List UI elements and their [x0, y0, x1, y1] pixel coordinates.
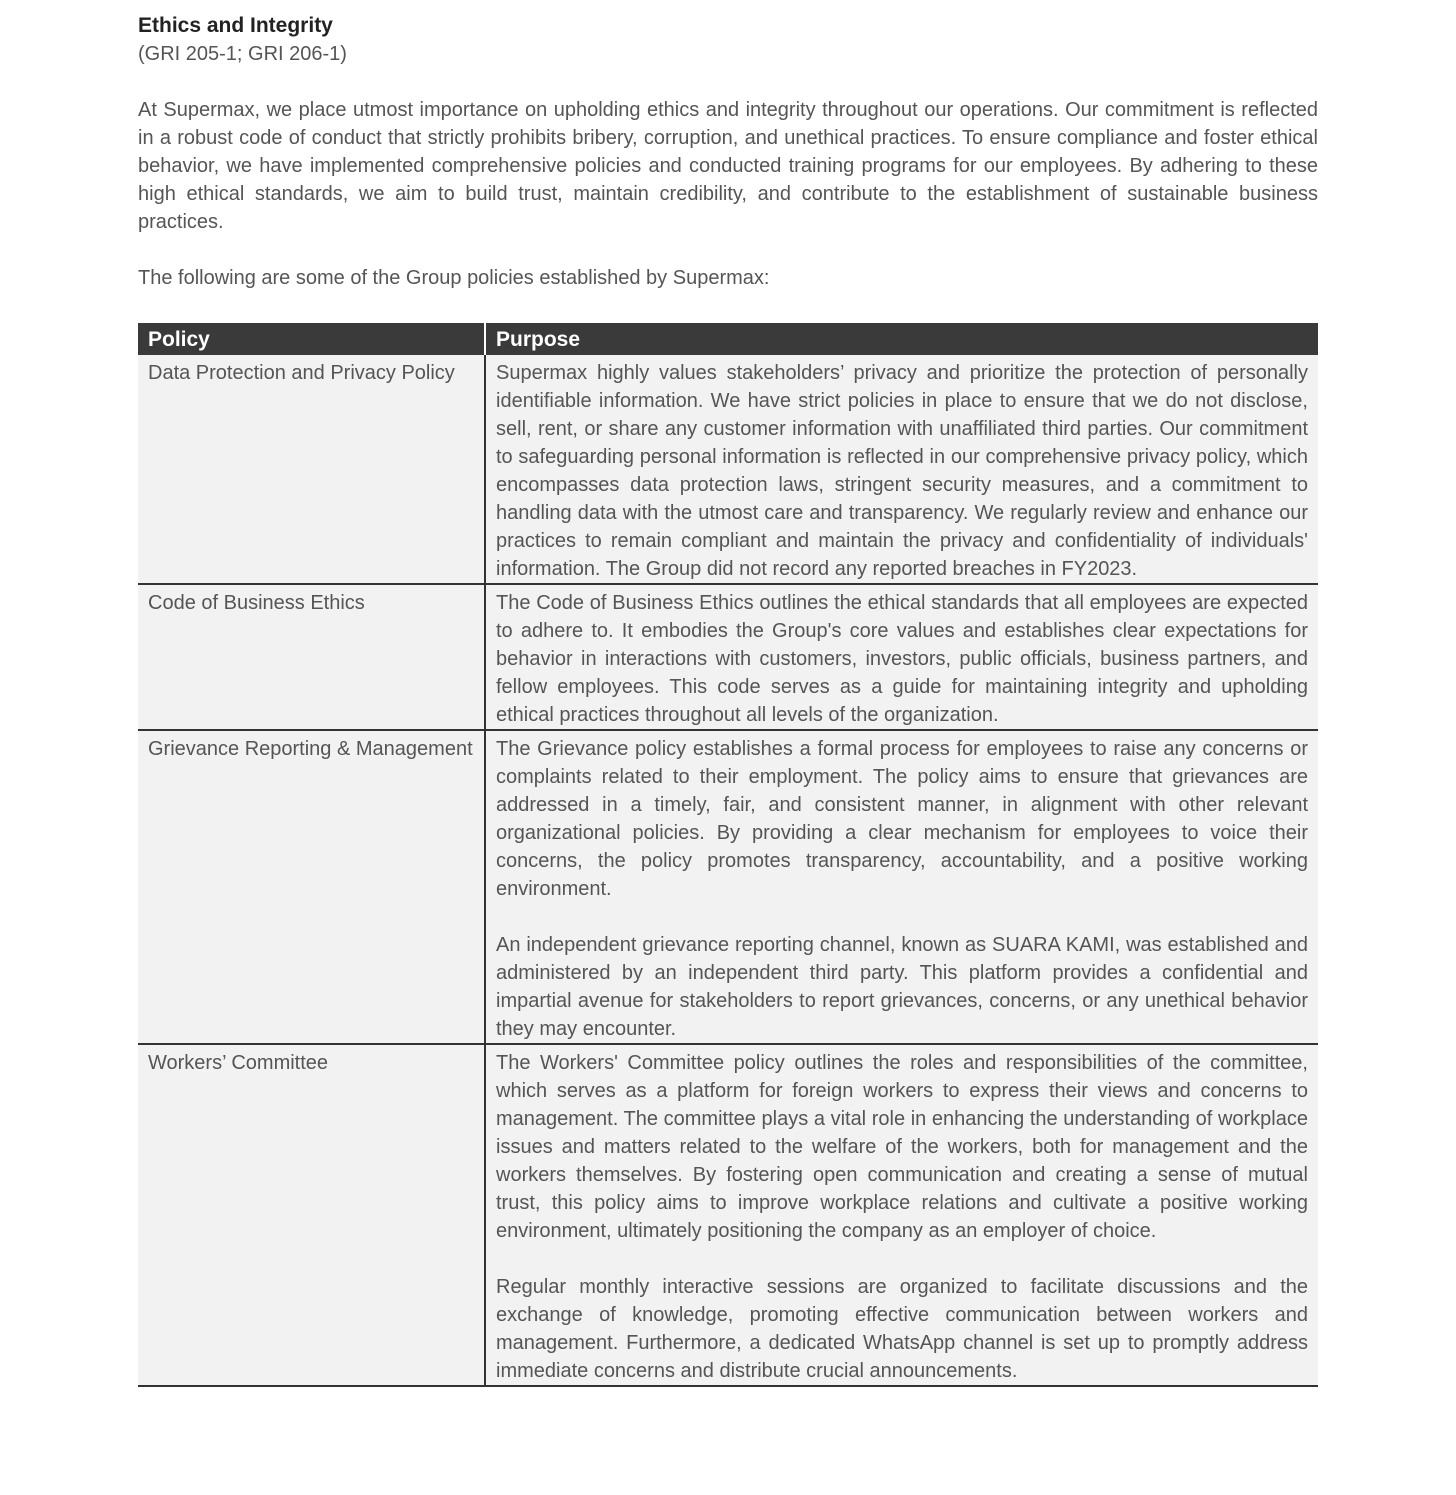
section-title: Ethics and Integrity [138, 14, 333, 37]
policies-table [138, 323, 1318, 1387]
policy-purpose [485, 355, 1318, 584]
policy-purpose [485, 1044, 1318, 1386]
policy-name: Code of Business Ethics [138, 584, 485, 730]
purpose-paragraph: The Grievance policy establishes a formal process for employees to raise any concerns or complaints related to their employment. The policy aims to ensure that grievances are addressed in a timely, fair, and consistent manner, in alignment with other relevant organizational policies. By providing a clear mechanism for employees to voice their concerns, the policy promotes transparency, accountability, and a positive working environment. [496, 738, 1308, 900]
table-row [138, 355, 1318, 584]
policy-purpose [485, 584, 1318, 730]
gri-reference: (GRI 205-1; GRI 206-1) [138, 43, 347, 65]
table-row [138, 584, 1318, 730]
purpose-paragraph: The Code of Business Ethics outlines the ethical standards that all employees are expected to adhere to. It embodies the Group's core values and establishes clear expectations for behavior in interactions with customers, investors, public officials, business partners, and fellow employees. This code serves as a guide for maintaining integrity and upholding ethical practices throughout all levels of the organization. [496, 592, 1308, 726]
header-policy: Policy [138, 323, 485, 355]
policy-name: Workers’ Committee [138, 1044, 485, 1386]
table-header-row [138, 323, 1318, 355]
header-purpose: Purpose [485, 323, 1318, 355]
purpose-paragraph: Regular monthly interactive sessions are organized to facilitate discussions and the exchange of knowledge, promoting effective communication between workers and management. Furthermore, a dedicated WhatsApp channel is set up to promptly address immediate concerns and distribute crucial announcements. [496, 1276, 1308, 1382]
policies-lead-text: The following are some of the Group policies established by Supermax: [138, 267, 770, 289]
policy-name: Grievance Reporting & Management [138, 730, 485, 1044]
table-row [138, 1044, 1318, 1386]
purpose-paragraph: Supermax highly values stakeholders’ privacy and prioritize the protection of personally identifiable information. We have strict policies in place to ensure that we do not disclose, sell, rent, or share any customer information with unaffiliated third parties. Our commitment to safeguarding personal information is reflected in our comprehensive privacy policy, which encompasses data protection laws, stringent security measures, and a commitment to handling data with the utmost care and transparency. We regularly review and enhance our practices to remain compliant and maintain the privacy and confidentiality of individuals' information. The Group did not record any reported breaches in FY2023. [496, 362, 1308, 580]
document-page [138, 12, 1318, 1387]
policy-name: Data Protection and Privacy Policy [138, 355, 485, 584]
purpose-paragraph: The Workers' Committee policy outlines the roles and responsibilities of the committee, which serves as a platform for foreign workers to express their views and concerns to management. The committee plays a vital role in enhancing the understanding of workplace issues and matters related to the welfare of the workers, both for management and the workers themselves. By fostering open communication and creating a sense of mutual trust, this policy aims to improve workplace relations and cultivate a positive working environment, ultimately positioning the company as an employer of choice. [496, 1052, 1308, 1242]
policy-purpose [485, 730, 1318, 1044]
intro-paragraph: At Supermax, we place utmost importance on upholding ethics and integrity throughout our operations. Our commitment is reflected in a robust code of conduct that strictly prohibits bribery, corruption, and unethical practices. To ensure compliance and foster ethical behavior, we have implemented comprehensive policies and conducted training programs for our employees. By adhering to these high ethical standards, we aim to build trust, maintain credibility, and contribute to the establishment of sustainable business practices. [138, 99, 1318, 233]
table-row [138, 730, 1318, 1044]
purpose-paragraph: An independent grievance reporting channel, known as SUARA KAMI, was established and administered by an independent third party. This platform provides a confidential and impartial avenue for stakeholders to report grievances, concerns, or any unethical behavior they may encounter. [496, 934, 1308, 1040]
